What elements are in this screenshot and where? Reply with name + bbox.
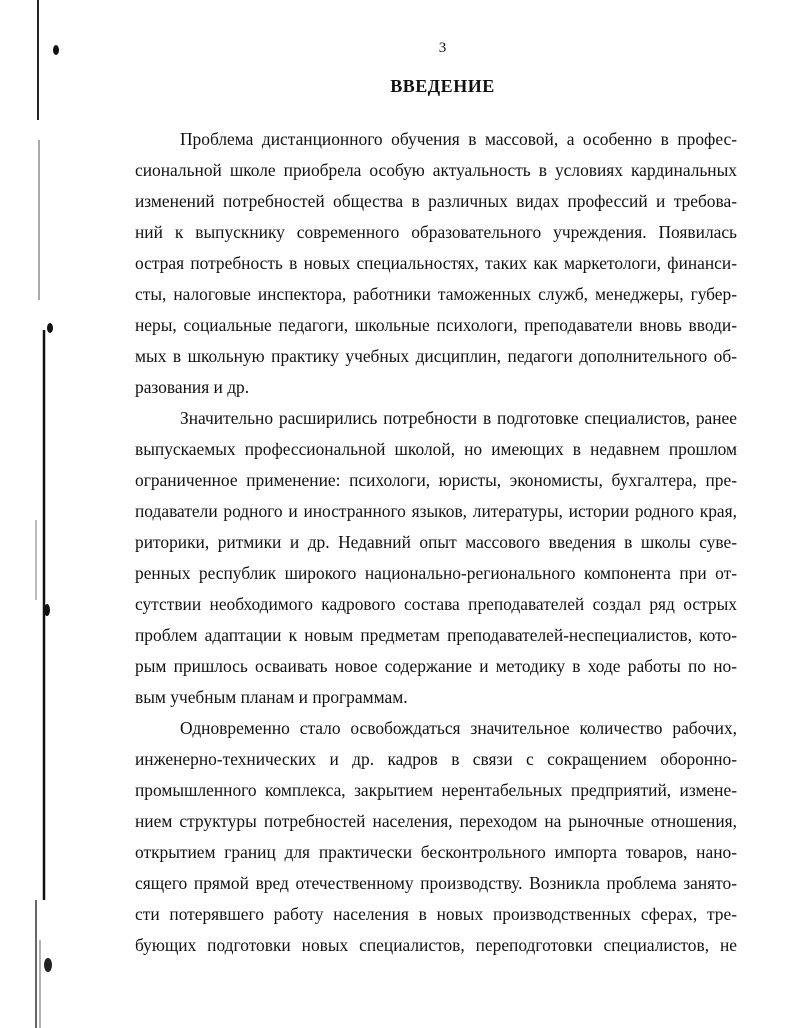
text-line: острая потребность в новых специальностях, таких как маркетологи, финанси- [135,253,737,273]
text-line: сящего прямой вред отечественному производству. Возникла проблема занято- [135,873,737,893]
text-line: проблем адаптации к новым предметам преподавателей-неспециалистов, кото- [135,625,737,645]
text-line: нием структуры потребностей населения, переходом на рыночные отношения, [135,811,737,831]
text-line: Проблема дистанционного обучения в массовой, а особенно в профес- [180,129,737,149]
text-line: ний к выпускнику современного образовательного учреждения. Появилась [135,222,737,242]
page-title: ВВЕДЕНИЕ [390,76,495,96]
page-number: 3 [438,40,447,56]
text-line: бующих подготовки новых специалистов, переподготовки специалистов, не [135,935,737,955]
text-line: сти потерявшего работу населения в новых производственных сферах, тре- [135,904,737,924]
text-line: Одновременно стало освобождаться значительное количество рабочих, [180,718,737,738]
text-line: инженерно-технических и др. кадров в связи с сокращением оборонно- [135,749,737,769]
scan-binding-edge [0,0,70,1028]
text-line: риторики, ритмики и др. Недавний опыт массового введения в школы суве- [135,532,737,552]
text-line: промышленного комплекса, закрытием нерентабельных предприятий, измене- [135,780,737,800]
text-line: ренных республик широкого национально-регионального компонента при от- [135,563,737,583]
text-line: рым пришлось осваивать новое содержание и методику в ходе работы по но- [135,656,737,676]
text-line: неры, социальные педагоги, школьные психологи, преподаватели вновь вводи- [135,315,737,335]
text-line: Значительно расширились потребности в подготовке специалистов, ранее [180,408,737,428]
text-line: изменений потребностей общества в различных видах профессий и требова- [135,191,737,211]
text-line: выпускаемых профессиональной школой, но имеющих в недавнем прошлом [135,439,737,459]
text-line: ограниченное применение: психологи, юристы, экономисты, бухгалтера, пре- [135,470,737,490]
text-line: открытием границ для практически бесконтрольного импорта товаров, нано- [135,842,737,862]
text-line: сты, налоговые инспектора, работники таможенных служб, менеджеры, губер- [135,284,737,304]
text-line: подаватели родного и иностранного языков, литературы, истории родного края, [135,501,737,521]
text-line: вым учебным планам и программам. [135,687,408,707]
text-line: сутствии необходимого кадрового состава преподавателей создал ряд острых [135,594,737,614]
text-line: разования и др. [135,377,250,397]
text-line: сиональной школе приобрела особую актуальность в условиях кардинальных [135,160,737,180]
text-line: мых в школьную практику учебных дисциплин, педагоги дополнительного об- [135,346,737,366]
document-body [135,124,737,961]
